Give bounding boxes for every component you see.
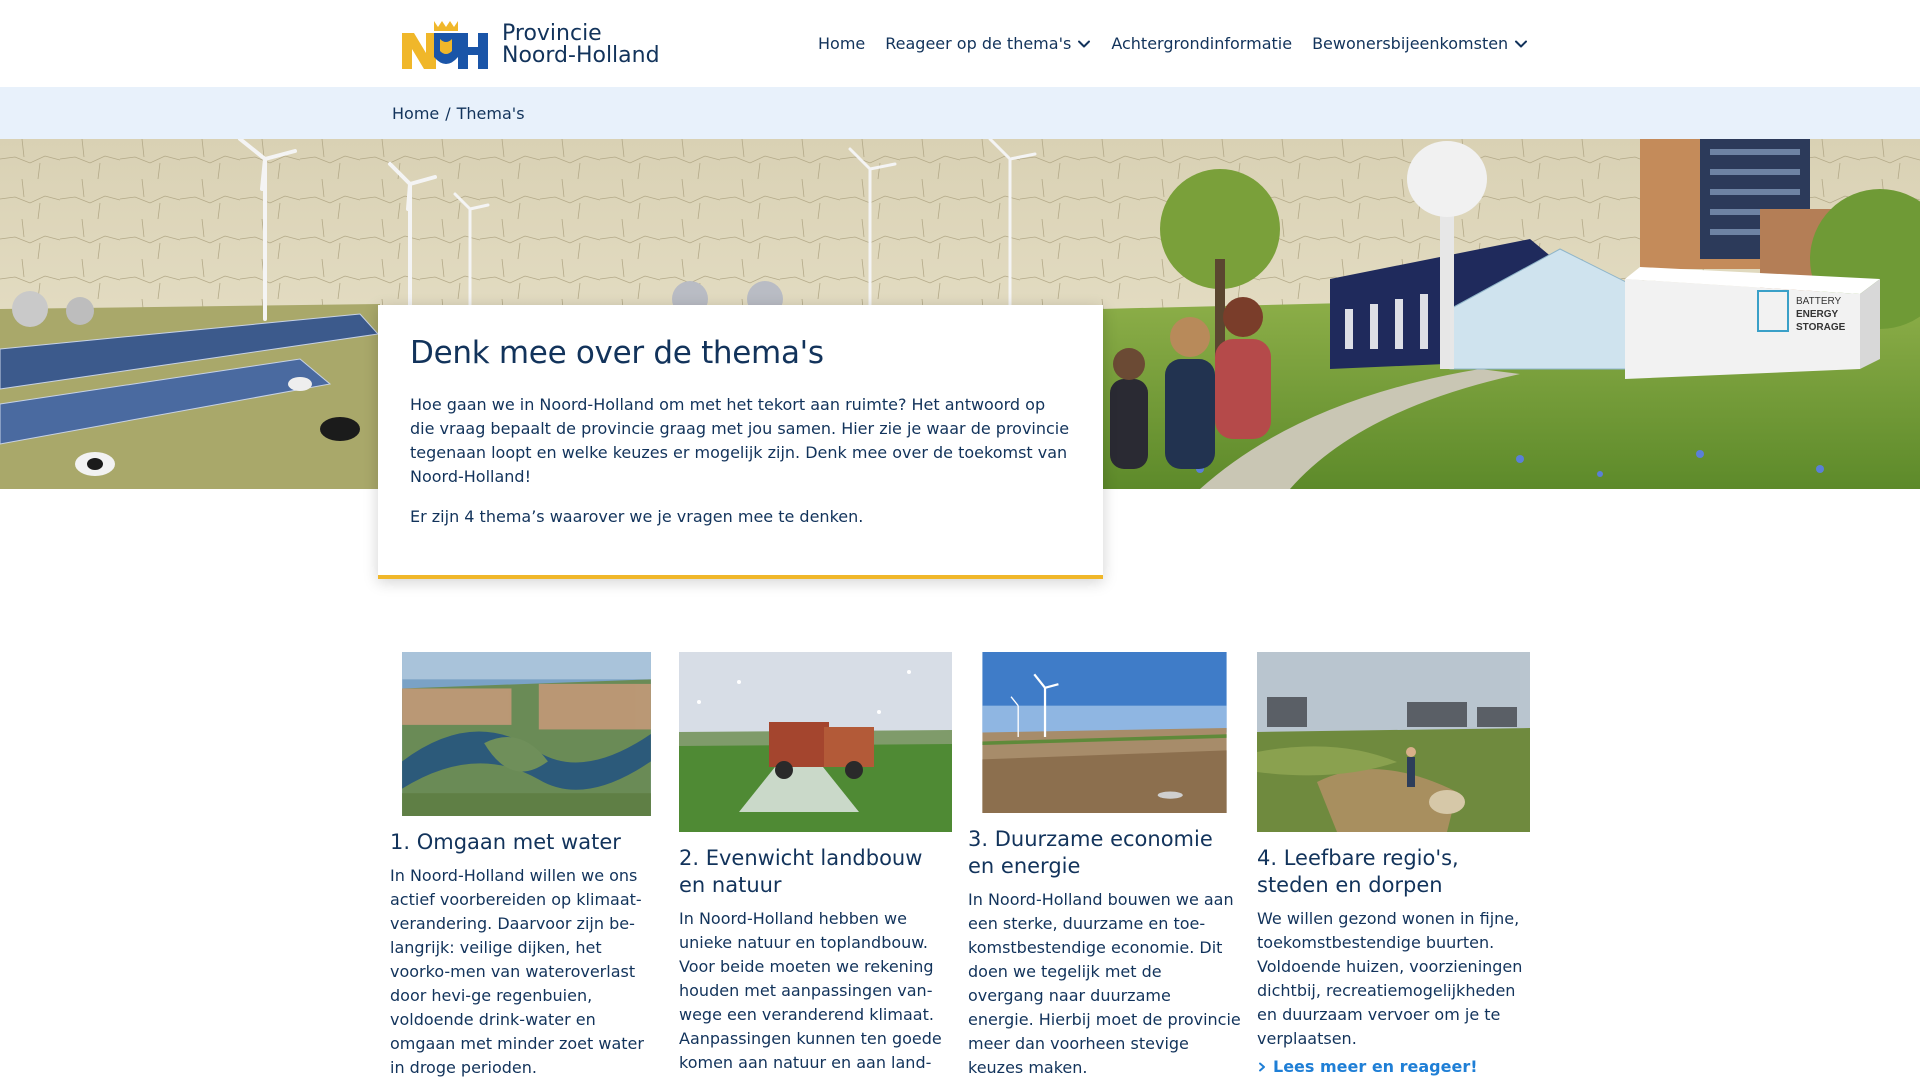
theme-image-regio (1257, 652, 1530, 832)
theme-image-landbouw (679, 652, 952, 832)
theme-cards (390, 652, 1532, 1080)
page-title: Denk mee over de thema's (410, 335, 824, 371)
theme-image-water (390, 652, 663, 816)
nav-item-label: Achtergrondinformatie (1111, 34, 1293, 53)
nav-item-bewoners[interactable] (1312, 34, 1528, 53)
site-logo[interactable] (400, 17, 660, 73)
chevron-down-icon (1077, 37, 1091, 51)
nav-item-label: Reageer op de thema's (885, 34, 1072, 53)
theme-title: 4. Leefbare regio's, steden en dorpen (1257, 846, 1459, 897)
theme-title: 1. Omgaan met water (390, 830, 621, 854)
storage-label-3: STORAGE (1796, 322, 1846, 333)
storage-label-1: BATTERY (1796, 296, 1842, 307)
breadcrumb-current: Thema's (456, 103, 525, 123)
logo-line-2: Noord-Holland (502, 43, 660, 68)
intro-card (378, 305, 1103, 579)
site-header (0, 0, 1920, 87)
nav-item-achtergrond[interactable] (1111, 34, 1292, 53)
chevron-right-icon (1257, 1062, 1267, 1072)
battery-storage-container (1625, 267, 1880, 379)
theme-card-economie[interactable] (968, 652, 1241, 1080)
nav-item-label: Home (818, 34, 866, 53)
read-more-label: Lees meer en reageer! (1273, 1057, 1478, 1076)
theme-image-economie (968, 652, 1241, 813)
theme-card-water[interactable] (390, 652, 663, 1080)
main-nav (818, 0, 1528, 87)
nav-item-label: Bewonersbijeenkomsten (1312, 34, 1509, 53)
theme-text: In Noord-Holland hebben we unieke natuur en toplandbouw. Voor beide moeten we rekening houden met aanpassingen van-wege een veranderend klimaat. Aanpassingen kunnen ten goede komen aan natuur en aan land- (679, 909, 942, 1072)
theme-text: In Noord-Holland bouwen we aan een sterke, duurzame en toe-komstbestendige economie. Dit doen we tegelijk met de overgang naar duurzame energie. Hierbij moet de provincie meer dan voorheen stevige keuzes maken. (968, 890, 1241, 1077)
logo-line-1: Provincie (502, 21, 602, 46)
breadcrumb (392, 87, 525, 139)
breadcrumb-home[interactable]: Home (392, 103, 440, 123)
breadcrumb-separator: / (445, 103, 451, 123)
theme-card-regio[interactable] (1257, 652, 1530, 1080)
chevron-down-icon (1514, 37, 1528, 51)
theme-card-landbouw[interactable] (679, 652, 952, 1080)
theme-text: We willen gezond wonen in fijne, toekomstbestendige buurten. Voldoende huizen, voorzieningen dichtbij, recreatiemogelijkheden en duurzaam vervoer om je te verplaatsen. (1257, 909, 1523, 1048)
nav-item-reageer[interactable] (885, 34, 1091, 53)
theme-title: 3. Duurzame economie en energie (968, 827, 1213, 878)
province-logo-icon (400, 17, 492, 73)
storage-label-2: ENERGY (1796, 309, 1839, 320)
breadcrumb-bar (0, 87, 1920, 139)
theme-text: In Noord-Holland willen we ons actief voorbereiden op klimaat-verandering. Daarvoor zijn be-langrijk: veilige dijken, het voorko-men van wateroverlast door hevi-ge regenbuien, voldoende drink-water en omgaan met minder zoet water in droge perioden. (390, 866, 644, 1077)
theme-title: 2. Evenwicht landbouw en natuur (679, 846, 923, 897)
intro-paragraph-themes: Er zijn 4 thema’s waarover we je vragen mee te denken. (410, 507, 864, 526)
read-more-link[interactable] (1257, 1057, 1530, 1076)
nav-item-home[interactable] (818, 34, 865, 53)
logo-text (502, 23, 660, 67)
intro-paragraph: Hoe gaan we in Noord-Holland om met het tekort aan ruimte? Het antwoord op die vraag bepaalt de provincie graag met jou samen. Hier zie je waar de provincie tegenaan loopt en welke keuzes er mogelijk zijn. Denk mee over de toekomst van Noord-Holland! (410, 395, 1070, 486)
